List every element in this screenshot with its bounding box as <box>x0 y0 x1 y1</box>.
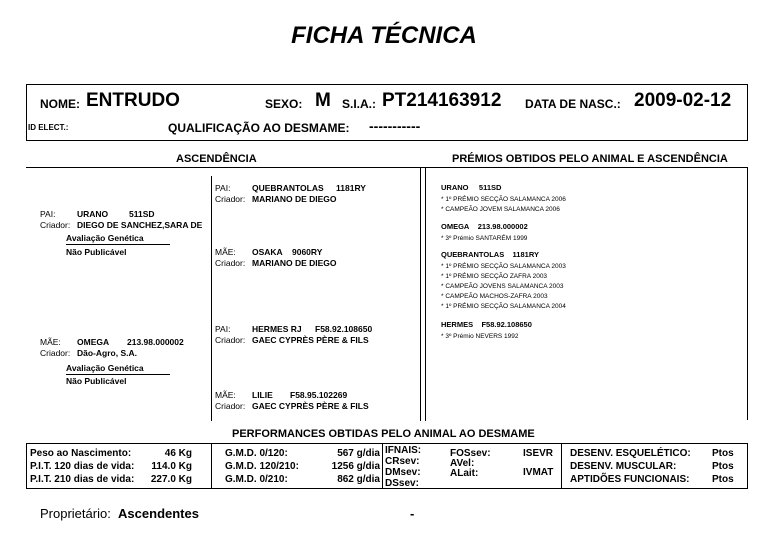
id-elect-label: ID ELECT.: <box>28 123 69 132</box>
qualificacao-label: QUALIFICAÇÃO AO DESMAME: <box>168 121 350 135</box>
prize-item: * CAMPEÃO JOVENS SALAMANCA 2003 <box>441 283 564 290</box>
gmd0120-label: G.M.D. 0/120: <box>225 448 288 459</box>
mae-pai-row: PAI: HERMES RJ F58.92.108650 <box>215 324 373 334</box>
prize-header-omega: OMEGA 213.98.000002 <box>441 222 528 231</box>
crsev-label: CRsev: <box>385 456 420 467</box>
aptidoes-label: APTIDÕES FUNCIONAIS: <box>570 474 690 485</box>
mae-avaliacao: Avaliação Genética <box>66 363 144 373</box>
proprietario-row: Proprietário: Ascendentes <box>40 506 199 521</box>
perf-divider-2 <box>382 443 383 489</box>
peso-value: 46 Kg <box>164 448 192 459</box>
gmd0120-value: 567 g/dia <box>337 448 380 459</box>
pit120-label: P.I.T. 120 dias de vida: <box>30 461 135 472</box>
prize-item: * CAMPEÃO MACHOS-ZAFRA 2003 <box>441 293 548 300</box>
nasc-value: 2009-02-12 <box>634 90 732 111</box>
double-divider-left <box>420 167 421 421</box>
prize-item: * 1º PRÉMIO SECÇÃO ZAFRA 2003 <box>441 273 548 280</box>
perf-divider-3 <box>561 443 562 489</box>
dssev-label: DSsev: <box>385 478 419 489</box>
pai-mae-criador: Criador: MARIANO DE DIEGO <box>215 258 337 268</box>
gmd0210-label: G.M.D. 0/210: <box>225 474 288 485</box>
pit210-value: 227.0 Kg <box>150 474 192 485</box>
pai-pai-criador: Criador: MARIANO DE DIEGO <box>215 194 337 204</box>
mae-row: MÃE: OMEGA 213.98.000002 <box>40 337 184 347</box>
sia-label: S.I.A.: <box>342 97 377 111</box>
nome-label: NOME: <box>40 97 80 111</box>
desenv-muscular-ptos: Ptos <box>712 461 734 472</box>
desenv-esqueletico-label: DESENV. ESQUELÉTICO: <box>570 448 691 459</box>
prize-item: * 3º Prémio NEVERS 1992 <box>441 333 519 340</box>
prize-header-urano: URANO 511SD <box>441 183 502 192</box>
mae-mae-criador: Criador: GAEC CYPRÈS PÈRE & FILS <box>215 401 369 411</box>
avel-label: AVel: <box>450 458 475 469</box>
prize-item: * 1º PRÉMIO SECÇÃO SALAMANCA 2004 <box>441 303 566 310</box>
desenv-esqueletico-ptos: Ptos <box>712 448 734 459</box>
premios-heading: PRÉMIOS OBTIDOS PELO ANIMAL E ASCENDÊNCIA <box>452 153 728 165</box>
fossev-label: FOSsev: <box>450 448 491 459</box>
pai-mae-row: MÃE: OSAKA 9060RY <box>215 247 323 257</box>
prize-header-hermes: HERMES F58.92.108650 <box>441 320 532 329</box>
ifnais-label: IFNAIS: <box>385 445 422 456</box>
sexo-label: SEXO: <box>265 97 303 111</box>
double-divider-right <box>425 167 426 421</box>
alait-label: ALait: <box>450 468 479 479</box>
prize-item: * 3º Prémio SANTARÉM 1999 <box>441 235 528 242</box>
sia-value: PT214163912 <box>382 90 502 111</box>
mae-criador: Criador: Dão-Agro, S.A. <box>40 348 137 358</box>
gmd120210-label: G.M.D. 120/210: <box>225 461 299 472</box>
ivmat-label: IVMAT <box>523 467 554 478</box>
nome-value: ENTRUDO <box>86 90 180 111</box>
gmd0210-value: 862 g/dia <box>337 474 380 485</box>
pit120-value: 114.0 Kg <box>151 461 192 472</box>
pai-pai-row: PAI: QUEBRANTOLAS 1181RY <box>215 183 366 193</box>
qualificacao-value: ----------- <box>369 118 421 134</box>
mae-mae-row: MÃE: LILIE F58.95.102269 <box>215 390 348 400</box>
prize-item: * 1º PRÉMIO SECÇÃO SALAMANCA 2003 <box>441 263 566 270</box>
performances-heading: PERFORMANCES OBTIDAS PELO ANIMAL AO DESMAME <box>232 428 535 440</box>
mae-pai-criador: Criador: GAEC CYPRÈS PÈRE & FILS <box>215 335 369 345</box>
footer-dash: - <box>410 506 415 521</box>
mae-nao-publicavel: Não Publicável <box>66 376 127 386</box>
nasc-label: DATA DE NASC.: <box>525 97 621 111</box>
isevr-label: ISEVR <box>523 448 554 459</box>
pai-nao-publicavel: Não Publicável <box>66 247 127 257</box>
pit210-label: P.I.T. 210 dias de vida: <box>30 474 135 485</box>
pai-avaliacao: Avaliação Genética <box>66 233 144 243</box>
gmd120210-value: 1256 g/dia <box>331 461 380 472</box>
dmsev-label: DMsev: <box>385 467 421 478</box>
mae-avaliacao-rule <box>66 374 170 375</box>
prize-header-quebrantolas: QUEBRANTOLAS 1181RY <box>441 250 539 259</box>
peso-label: Peso ao Nascimento: <box>30 448 132 459</box>
ascendencia-heading: ASCENDÊNCIA <box>176 153 257 165</box>
aptidoes-ptos: Ptos <box>712 474 734 485</box>
pai-row: PAI: URANO 511SD <box>40 209 155 219</box>
prize-item: * 1º PRÉMIO SECÇÃO SALAMANCA 2006 <box>441 196 566 203</box>
pedigree-frame <box>26 167 748 420</box>
perf-divider-1 <box>211 443 212 489</box>
pai-criador: Criador: DIEGO DE SANCHEZ,SARA DE <box>40 220 203 230</box>
prize-item: * CAMPEÃO JOVEM SALAMANCA 2006 <box>441 206 560 213</box>
desenv-muscular-label: DESENV. MUSCULAR: <box>570 461 677 472</box>
sexo-value: M <box>315 90 331 111</box>
pai-avaliacao-rule <box>66 244 170 245</box>
pedigree-divider <box>211 176 212 421</box>
page-title: FICHA TÉCNICA <box>291 22 477 49</box>
